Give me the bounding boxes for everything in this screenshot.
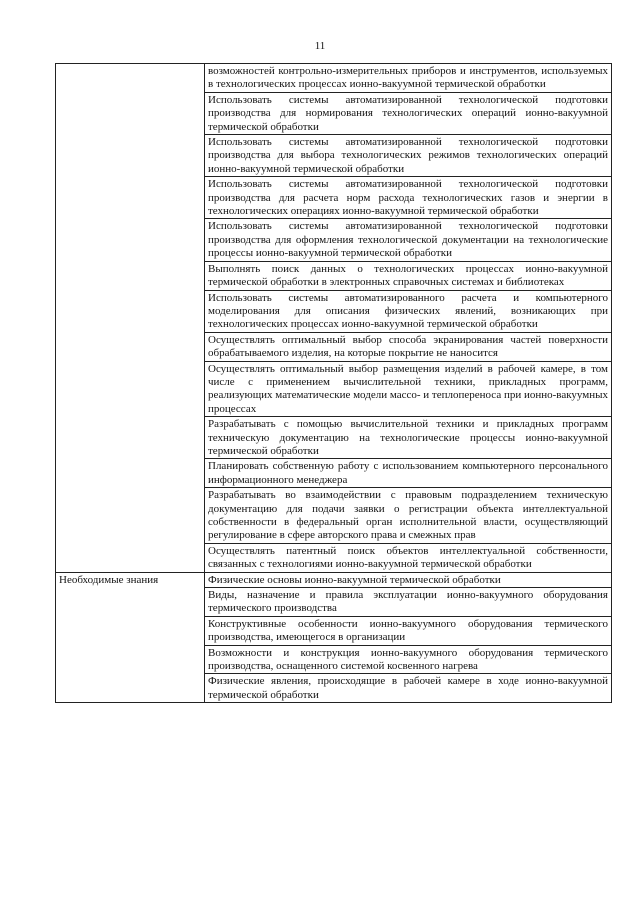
skill-text: Разрабатывать во взаимодействии с правовым подразделением техническую документацию для подачи заявки о регистрации объекта интеллектуальной собственности в федеральный орган исполнительной власти, осуществляющий регулирование в сфере авторского права и смежных прав xyxy=(208,489,608,542)
skill-cell xyxy=(205,543,612,572)
knowledge-text: Виды, назначение и правила эксплуатации ионно-вакуумного оборудования термического производства xyxy=(208,589,608,615)
skill-cell xyxy=(205,290,612,332)
skill-cell xyxy=(205,361,612,417)
skill-text: Использовать системы автоматизированной технологической подготовки производства для выбора технологических режимов технологических операций ионно-вакуумной термической обработки xyxy=(208,136,608,175)
page-number: 11 xyxy=(314,40,326,52)
knowledge-cell xyxy=(205,588,612,617)
knowledge-cell xyxy=(205,645,612,674)
requirements-table xyxy=(55,63,612,703)
skill-text: Использовать системы автоматизированной технологической подготовки производства для нормирования технологических операций ионно-вакуумной термической обработки xyxy=(208,93,608,133)
skill-cell xyxy=(205,261,612,290)
skill-text: Выполнять поиск данных о технологических процессах ионно-вакуумной термической обработки в электронных справочных системах и библиотеках xyxy=(208,262,608,289)
knowledge-text: Физические явления, происходящие в рабочей камере в ходе ионно-вакуумной термической обработки xyxy=(208,675,608,701)
skill-cell xyxy=(205,92,612,134)
knowledge-cell xyxy=(205,674,612,703)
knowledge-label: Необходимые знания xyxy=(59,573,159,586)
skill-cell xyxy=(205,417,612,459)
table-row xyxy=(56,572,612,587)
knowledge-text: Физические основы ионно-вакуумной термической обработки xyxy=(208,573,501,586)
table-row xyxy=(56,64,612,93)
knowledge-cell xyxy=(205,572,612,587)
knowledge-text: Конструктивные особенности ионно-вакуумного оборудования термического производства, имеющегося в организации xyxy=(208,617,608,644)
knowledge-cell xyxy=(205,616,612,645)
skill-cell xyxy=(205,459,612,488)
knowledge-label-cell xyxy=(56,572,205,703)
skill-text: Осуществлять оптимальный выбор размещения изделий в рабочей камере, в том числе с применением вычислительной техники, прикладных программ, реализующих математические модели массо- и теплопереноса при ионно-вакуумных процессах xyxy=(208,362,609,415)
skill-cell xyxy=(205,219,612,261)
skill-text: Осуществлять оптимальный выбор способа экранирования частей поверхности обрабатываемого изделия, на которые покрытие не наносится xyxy=(208,333,608,360)
skill-text: Разрабатывать с помощью вычислительной техники и прикладных программ техническую документацию на технологические процессы ионно-вакуумной термической обработки xyxy=(208,418,608,457)
skill-text: Использовать системы автоматизированной технологической подготовки производства для оформления технологической документации на технологические процессы ионно-вакуумной термической обработки xyxy=(208,220,608,260)
skill-cell xyxy=(205,488,612,544)
skill-cell xyxy=(205,332,612,361)
skill-text: Планировать собственную работу с использованием компьютерного персонального информационного менеджера xyxy=(208,460,608,486)
skill-text: возможностей контрольно-измерительных приборов и инструментов, используемых в технологических процессах ионно-вакуумной термической обработки xyxy=(208,65,608,91)
skills-label-cell xyxy=(56,64,205,573)
skill-cell xyxy=(205,135,612,177)
skill-text: Осуществлять патентный поиск объектов интеллектуальной собственности, связанных с технологиями ионно-вакуумной термической обработки xyxy=(208,544,608,571)
skill-text: Использовать системы автоматизированной технологической подготовки производства для расчета норм расхода технологических газов и энергии в технологических операциях ионно-вакуумной термической обработки xyxy=(208,178,608,218)
skill-text: Использовать системы автоматизированного расчета и компьютерного моделирования для описания физических явлений, возникающих при технологических процессах ионно-вакуумной термической обработки xyxy=(208,291,608,331)
skill-cell xyxy=(205,64,612,93)
knowledge-text: Возможности и конструкция ионно-вакуумного оборудования термического производства, оснащенного системой косвенного нагрева xyxy=(208,646,608,673)
skill-cell xyxy=(205,177,612,219)
